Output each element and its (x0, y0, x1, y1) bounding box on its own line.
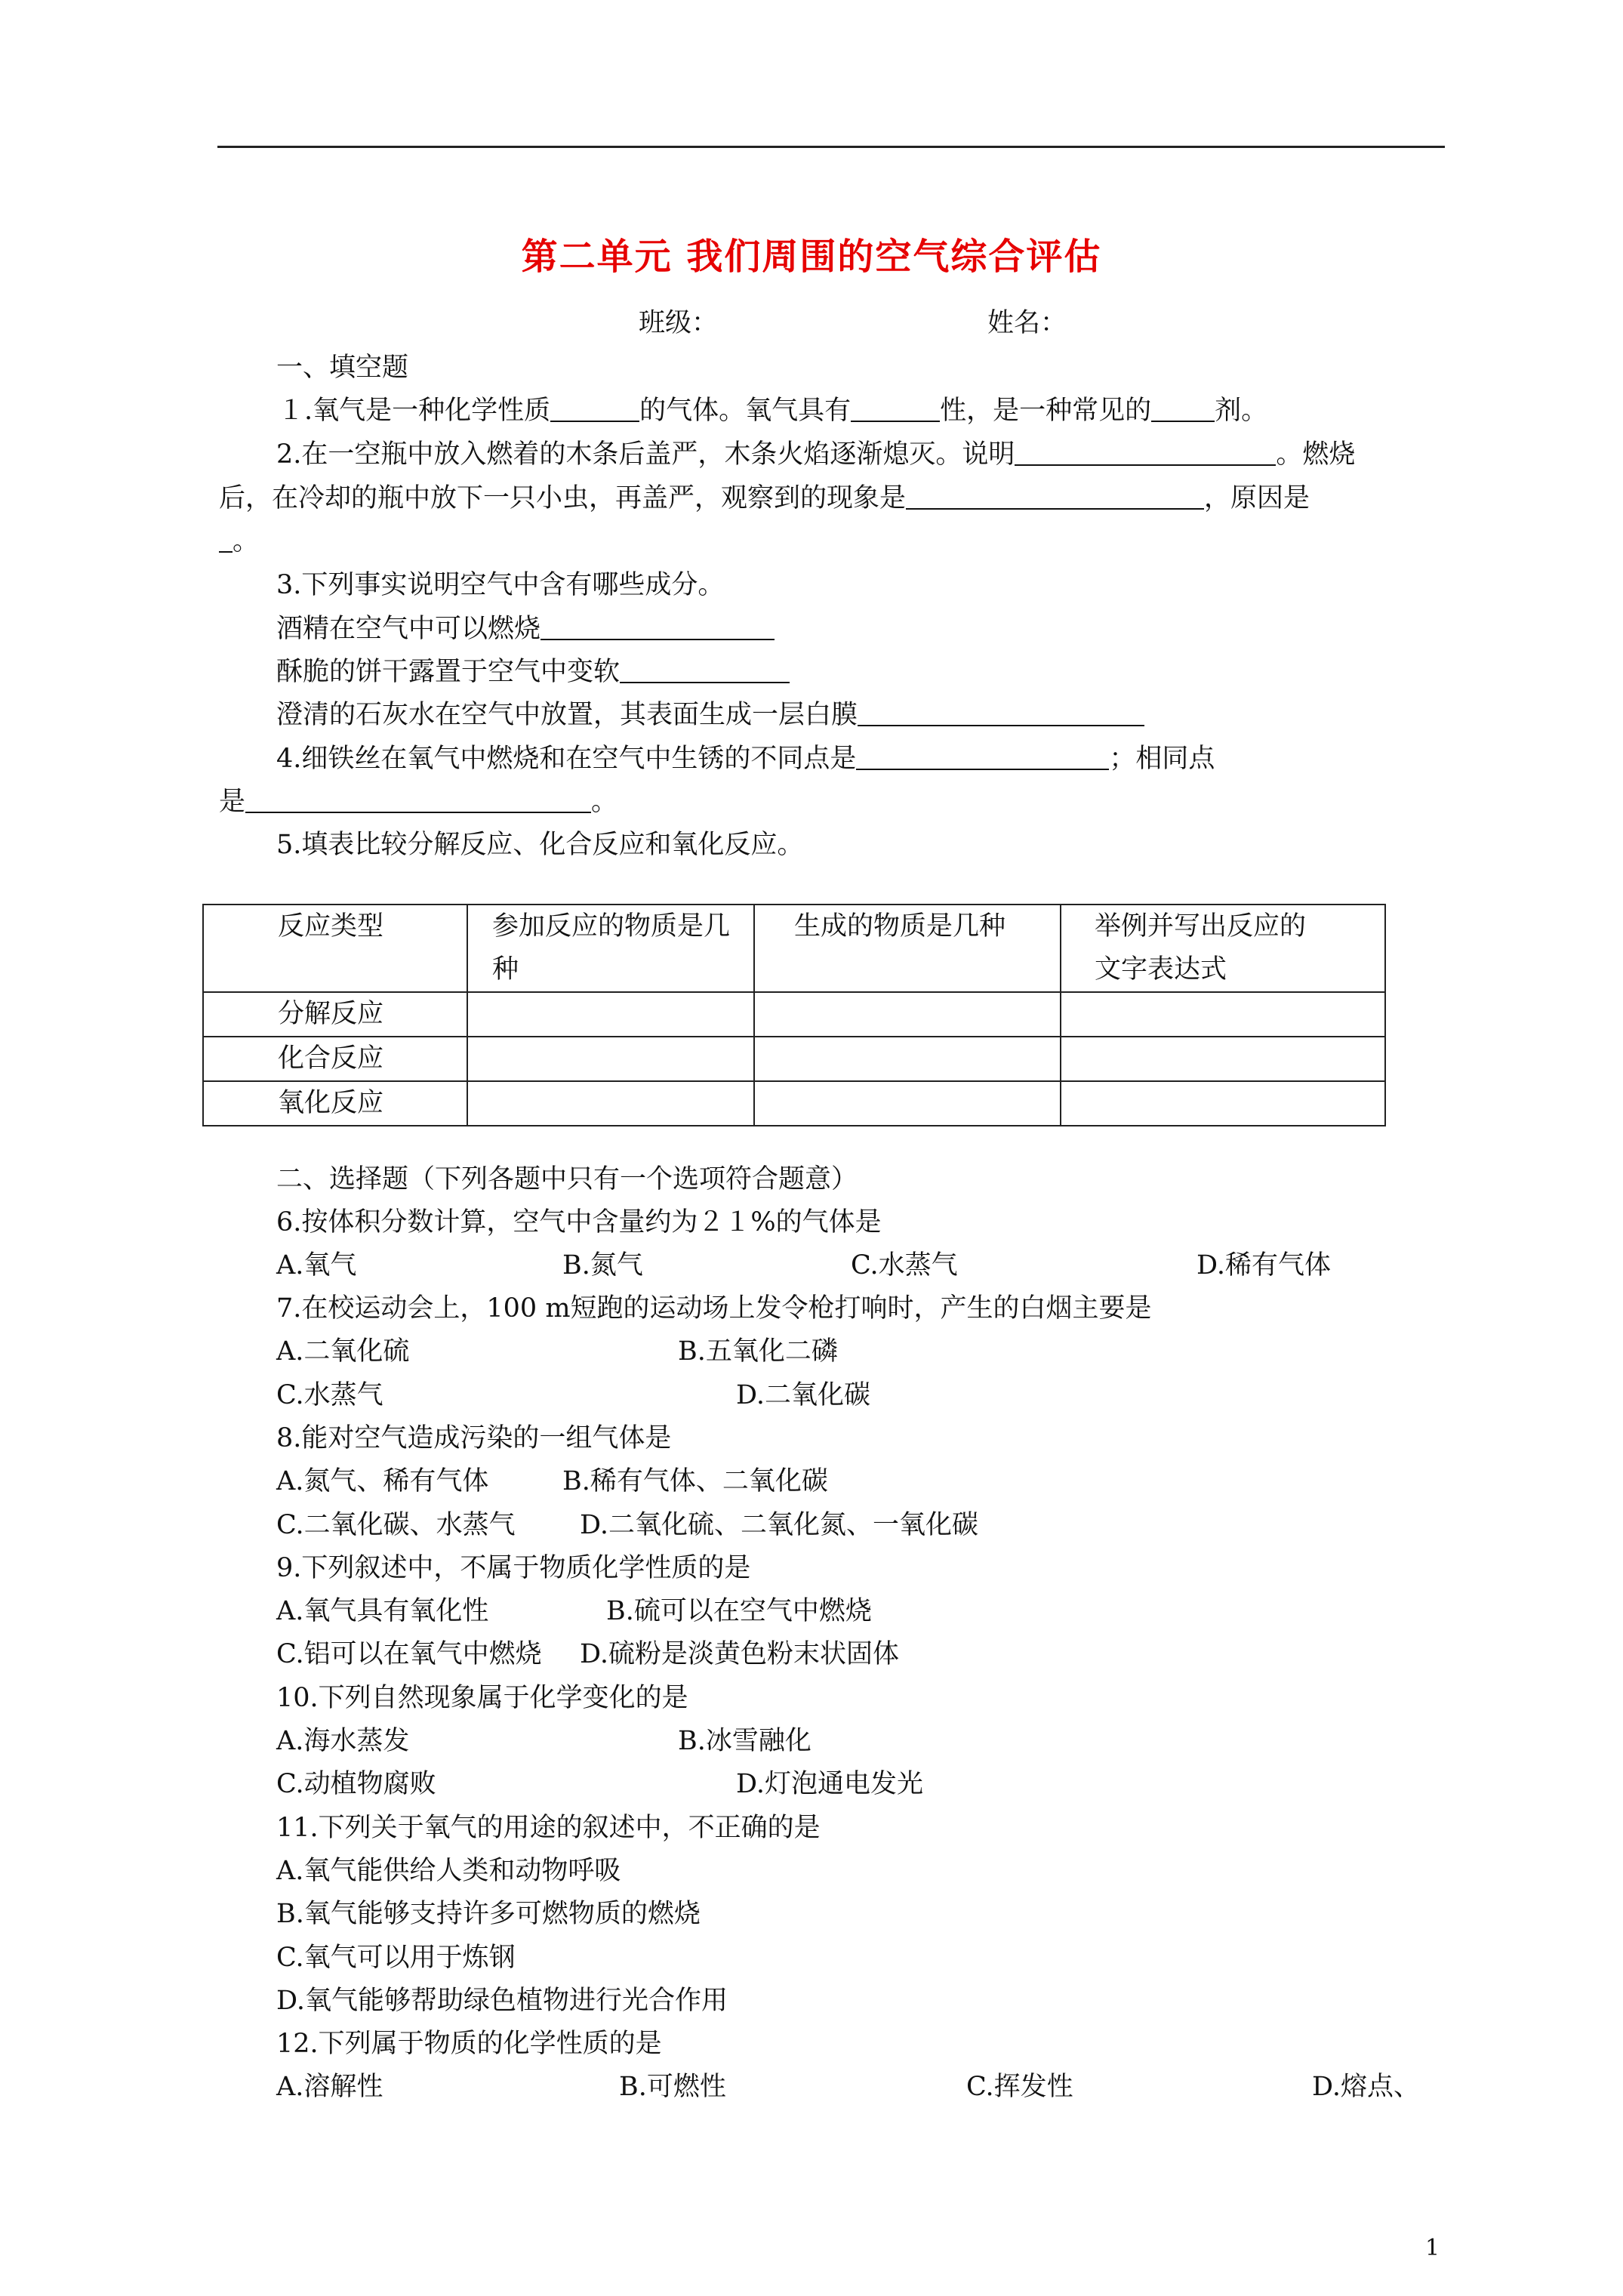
option-d: D.熔点、 (1312, 2072, 1420, 2102)
option-b: B.稀有气体、二氧化碳 (562, 1466, 828, 1496)
table-cell (1061, 1037, 1385, 1081)
answer-blank (620, 659, 790, 683)
answer-blank (851, 398, 940, 422)
table-cell (754, 1037, 1061, 1081)
option-c: C.二氧化碳、水蒸气 (276, 1510, 516, 1540)
option-a: A.氧气能供给人类和动物呼吸 (276, 1856, 621, 1886)
question-2-line-2: 后，在冷却的瓶中放下一只小虫，再盖严，观察到的现象是 ，原因是 (219, 483, 1310, 513)
question-6-stem: 6.按体积分数计算，空气中含量约为２１%的气体是 (276, 1207, 882, 1237)
option-a: A.氮气、稀有气体 (276, 1466, 489, 1496)
page-number: 1 (1425, 2235, 1440, 2261)
question-3-intro: 3.下列事实说明空气中含有哪些成分。 (276, 570, 725, 600)
option-b: B.冰雪融化 (678, 1726, 812, 1756)
table-cell (1061, 1081, 1385, 1126)
table-cell (754, 992, 1061, 1037)
option-b: B.五氧化二磷 (678, 1336, 838, 1367)
section1-heading: 一、填空题 (276, 353, 409, 383)
option-c: C.氧气可以用于炼钢 (276, 1943, 516, 1973)
option-d: D.稀有气体 (1196, 1250, 1331, 1281)
answer-blank (856, 746, 1109, 770)
option-d: D.硫粉是淡黄色粉末状固体 (580, 1639, 899, 1669)
answer-blank (540, 616, 775, 640)
section2-heading: 二、选择题（下列各题中只有一个选项符合题意） (276, 1164, 858, 1194)
option-a: A.氧气 (276, 1250, 357, 1281)
table-cell (467, 1081, 754, 1126)
question-2-line-1: 2.在一空瓶中放入燃着的木条后盖严，木条火焰逐渐熄灭。说明 。燃烧 (276, 439, 1356, 470)
question-4-line-1: 4.细铁丝在氧气中燃烧和在空气中生锈的不同点是 ；相同点 (276, 744, 1215, 774)
answer-blank (219, 529, 233, 553)
table-header: 参加反应的物质是几种 (467, 905, 754, 992)
option-a: A.溶解性 (276, 2072, 383, 2102)
comparison-table (202, 904, 1386, 1126)
option-c: C.水蒸气 (851, 1250, 958, 1281)
table-row-label: 氧化反应 (203, 1081, 467, 1126)
class-label: 班级： (639, 308, 719, 338)
option-d: D.二氧化碳 (736, 1380, 870, 1410)
answer-blank (858, 702, 1144, 726)
question-10-stem: 10.下列自然现象属于化学变化的是 (276, 1683, 688, 1713)
option-d: D.二氧化硫、二氧化氮、一氧化碳 (580, 1510, 978, 1540)
answer-blank (1151, 398, 1215, 422)
option-c: C.挥发性 (966, 2072, 1073, 2102)
page-title: 第二单元 我们周围的空气综合评估 (521, 236, 1102, 278)
question-7-stem: 7.在校运动会上，100 m短跑的运动场上发令枪打响时，产生的白烟主要是 (276, 1293, 1152, 1324)
answer-blank (1015, 442, 1276, 466)
option-b: B.氮气 (562, 1250, 643, 1281)
question-3b: 酥脆的饼干露置于空气中变软 (276, 659, 790, 686)
question-3c: 澄清的石灰水在空气中放置，其表面生成一层白膜 (276, 702, 1144, 729)
option-a: A.氧气具有氧化性 (276, 1596, 489, 1626)
name-label: 姓名： (987, 308, 1067, 338)
table-cell (467, 1037, 754, 1081)
answer-blank (245, 789, 591, 813)
option-b: B.硫可以在空气中燃烧 (606, 1596, 872, 1626)
table-row-label: 分解反应 (203, 992, 467, 1037)
option-c: C.铝可以在氧气中燃烧 (276, 1639, 542, 1669)
table-cell (754, 1081, 1061, 1126)
option-a: A.海水蒸发 (276, 1726, 410, 1756)
header-rule (217, 146, 1445, 148)
option-b: B.氧气能够支持许多可燃物质的燃烧 (276, 1899, 701, 1929)
option-c: C.水蒸气 (276, 1380, 383, 1410)
question-1: １.氧气是一种化学性质 的气体。氧气具有 性，是一种常见的 剂。 (278, 396, 1268, 426)
question-5: 5.填表比较分解反应、化合反应和氧化反应。 (276, 830, 804, 860)
question-3a: 酒精在空气中可以燃烧 (276, 616, 775, 643)
answer-blank (906, 485, 1204, 510)
option-a: A.二氧化硫 (276, 1336, 410, 1367)
table-header: 生成的物质是几种 (754, 905, 1061, 992)
option-d: D.氧气能够帮助绿色植物进行光合作用 (276, 1986, 728, 2016)
table-row-label: 化合反应 (203, 1037, 467, 1081)
question-4-line-2: 是 。 (219, 787, 618, 817)
question-8-stem: 8.能对空气造成污染的一组气体是 (276, 1423, 672, 1453)
option-c: C.动植物腐败 (276, 1769, 436, 1799)
table-header: 反应类型 (203, 905, 467, 992)
table-cell (467, 992, 754, 1037)
option-b: B.可燃性 (619, 2072, 726, 2102)
question-2-line-3: 。 (219, 529, 259, 555)
table-header: 举例并写出反应的 文字表达式 (1061, 905, 1385, 992)
option-d: D.灯泡通电发光 (736, 1769, 923, 1799)
question-9-stem: 9.下列叙述中，不属于物质化学性质的是 (276, 1553, 751, 1583)
table-cell (1061, 992, 1385, 1037)
question-12-stem: 12.下列属于物质的化学性质的是 (276, 2029, 662, 2059)
answer-blank (550, 398, 639, 422)
question-11-stem: 11.下列关于氧气的用途的叙述中，不正确的是 (276, 1813, 821, 1843)
